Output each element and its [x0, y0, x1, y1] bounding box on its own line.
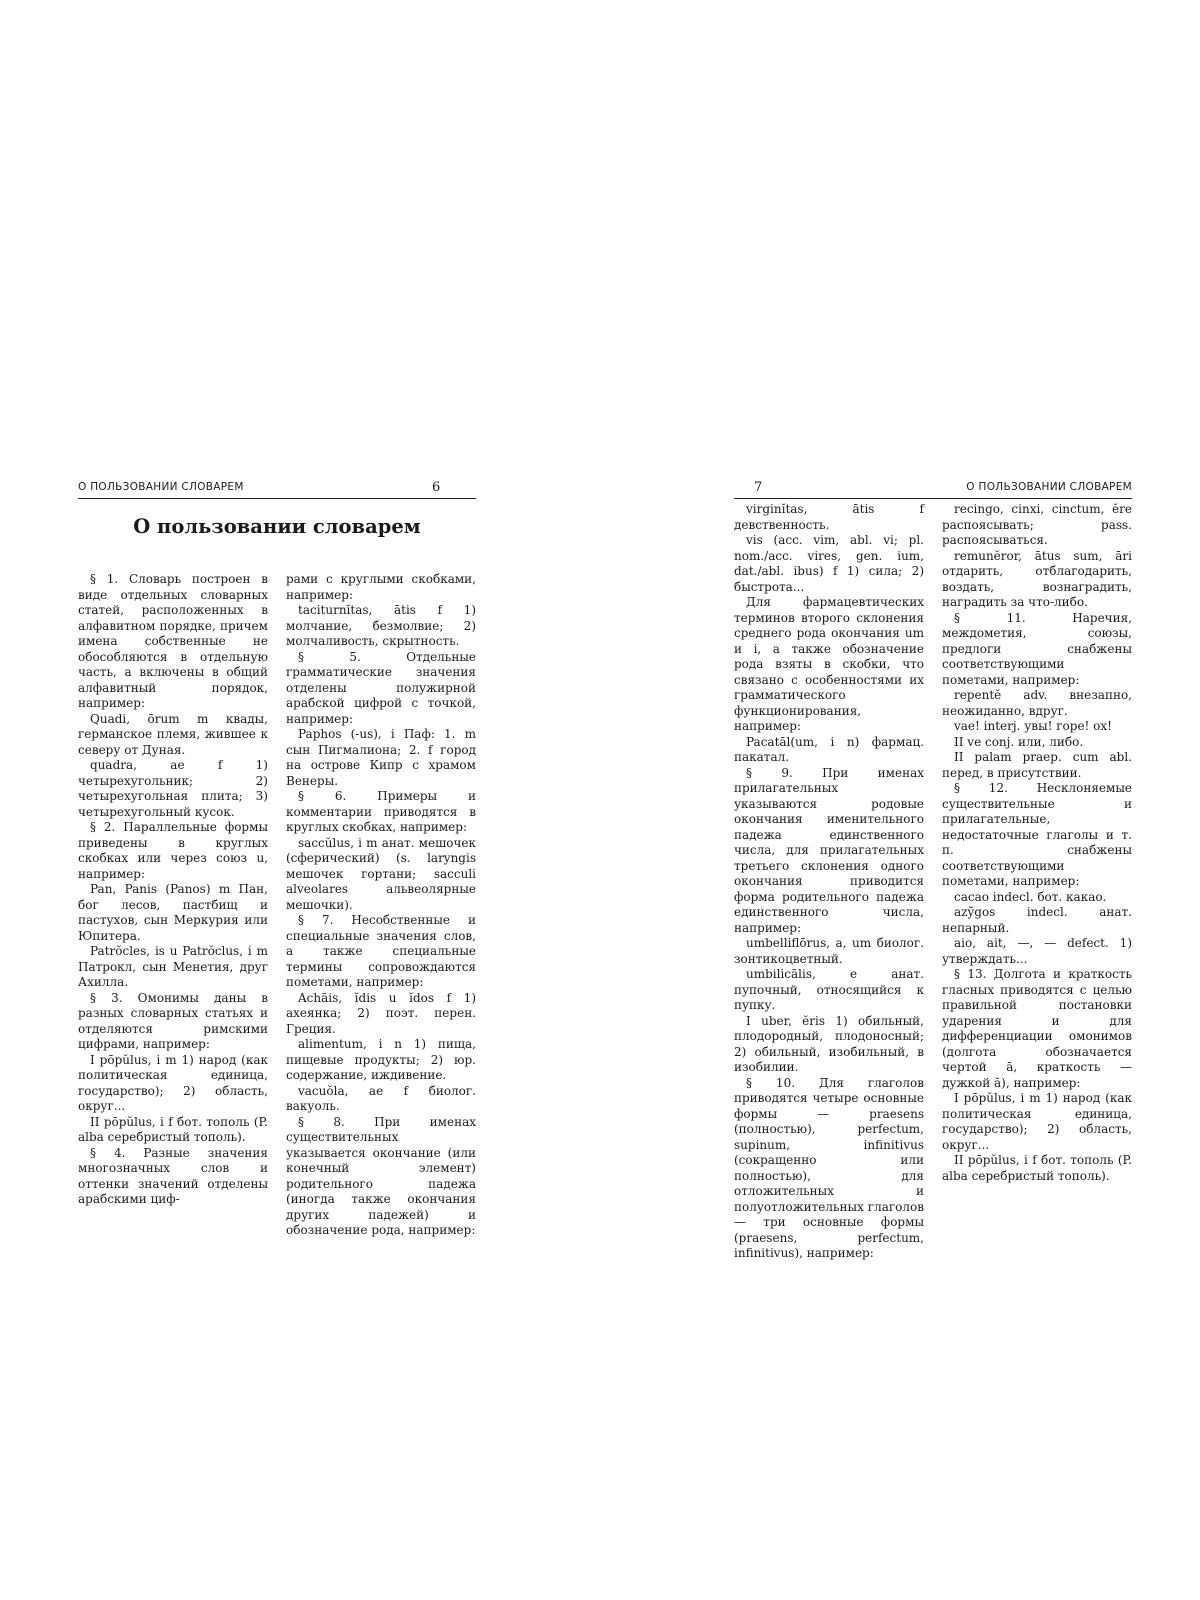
dictionary-entry: II pōpŭlus, i f бот. тополь (P. alba серебристый тополь). — [942, 1153, 1132, 1183]
paragraph-continuation: рами с круглыми скобками, например: — [286, 572, 476, 602]
paragraph: § 6. Примеры и комментарии приводятся в круглых скобках, например: — [286, 789, 476, 834]
paragraph: § 1. Словарь построен в виде отдельных словарных статей, расположенных в алфавитном порядке, причем имена собственные не обособляются в отдельную часть, а включены в общий алфавитный порядок, например: — [78, 572, 268, 710]
dictionary-entry: taciturnĭtas, ātis f 1) молчание, безмолвие; 2) молчаливость, скрытность. — [286, 603, 476, 648]
page-title: О пользовании словарем — [133, 515, 421, 538]
right-running-header — [734, 480, 1132, 499]
dictionary-entry: Paphos (-us), i Паф: 1. m сын Пигмалиона; 2. f город на острове Кипр с храмом Венеры. — [286, 727, 476, 788]
right-page — [734, 480, 1132, 1262]
dictionary-entry: azy̆gos indecl. анат. непарный. — [942, 905, 1132, 935]
dictionary-entry: vae! interj. увы! горе! ох! — [954, 719, 1112, 733]
dictionary-entry: alimentum, i n 1) пища, пищевые продукты; 2) юр. содержание, иждивение. — [286, 1037, 476, 1082]
dictionary-entry: II ve conj. или, либо. — [954, 734, 1084, 749]
right-column-1 — [734, 502, 924, 1262]
right-running-title: О ПОЛЬЗОВАНИИ СЛОВАРЕМ — [966, 481, 1132, 493]
left-page — [78, 480, 476, 1239]
paragraph: § 7. Несобственные и специальные значения слов, а также специальные термины сопровождаются пометами, например: — [286, 913, 476, 989]
dictionary-entry: virginĭtas, ātis f девственность. — [734, 502, 924, 532]
right-page-number: 7 — [754, 480, 763, 495]
dictionary-entry: vis (acc. vim, abl. vi; pl. nom./acc. vires, gen. ium, dat./abl. ibus) f 1) сила; 2) быстрота... — [734, 533, 924, 594]
dictionary-entry: Pan, Panis (Panos) m Пан, бог лесов, пастбищ и пастухов, сын Меркурия или Юпитера. — [78, 882, 268, 943]
dictionary-entry: Pacatāl(um, i n) фармац. пакатал. — [734, 734, 924, 764]
paragraph: § 10. Для глаголов приводятся четыре основные формы — praesens (полностью), perfectum, supinum, infinitivus (сокращенно или полностью), для отложительных и полуотложительных глаголов — три основные формы (praesens, perfectum, infinitivus), например: — [734, 1075, 924, 1260]
paragraph: § 4. Разные значения многозначных слов и оттенки значений отделены арабскими циф- — [78, 1145, 268, 1206]
paragraph: § 3. Омонимы даны в разных словарных статьях и отделяются римскими цифрами, например: — [78, 990, 268, 1051]
left-running-header — [78, 480, 476, 499]
dictionary-entry: saccŭlus, i m анат. мешочек (сферический) (s. laryngis мешочек гортани; sacculi alveolares альвеолярные мешочки). — [286, 835, 476, 912]
dictionary-entry: II palam praep. cum abl. перед, в присутствии. — [942, 750, 1132, 780]
paragraph: § 11. Наречия, междометия, союзы, предлоги снабжены соответствующими пометами, например: — [942, 610, 1132, 687]
left-page-number: 6 — [432, 480, 441, 495]
dictionary-entry: repentĕ adv. внезапно, неожиданно, вдруг. — [942, 688, 1132, 718]
paragraph: § 2. Параллельные формы приведены в круглых скобках или через союз u, например: — [78, 820, 268, 881]
paragraph: § 13. Долгота и краткость гласных приводятся с целью правильной постановки ударения и для дифференциации омонимов (долгота обозначается чертой ā, краткость — дужкой ă), например: — [942, 967, 1132, 1090]
dictionary-entry: vacuŏla, ae f биолог. вакуоль. — [286, 1083, 476, 1113]
dictionary-entry: aio, ait, —, — defect. 1) утверждать... — [942, 936, 1132, 966]
dictionary-entry: quadra, ae f 1) четырехугольник; 2) четырехугольная плита; 3) четырехугольный кусок. — [78, 758, 268, 819]
dictionary-entry: umbelliflōrus, a, um биолог. зонтикоцветный. — [734, 936, 924, 966]
paragraph: § 9. При именах прилагательных указываются родовые окончания именительного падежа единственного числа, для прилагательных третьего склонения одного окончания приводится форма родительного падежа единственного числа, например: — [734, 765, 924, 935]
dictionary-entry: cacao indecl. бот. какао. — [954, 889, 1107, 904]
paragraph: § 5. Отдельные грамматические значения отделены полужирной арабской цифрой с точкой, например: — [286, 649, 476, 726]
dictionary-entry: remunĕror, ātus sum, āri отдарить, отблагодарить, воздать, вознаградить, наградить за что-либо. — [942, 548, 1132, 609]
dictionary-entry: recingo, cinxi, cinctum, ĕre распоясывать; pass. распоясываться. — [942, 502, 1132, 547]
dictionary-entry: Quadi, ōrum m квады, германское племя, жившее к северу от Дуная. — [78, 711, 268, 757]
paragraph: § 12. Несклоняемые существительные и прилагательные, недостаточные глаголы и т. п. снабжены соответствующими пометами, например: — [942, 781, 1132, 888]
paragraph: § 8. При именах существительных указывается окончание (или конечный элемент) родительного падежа (иногда также окончания других падежей) и обозначение рода, например: — [286, 1114, 476, 1237]
dictionary-entry: Patrŏcles, is u Patrŏclus, i m Патрокл, сын Менетия, друг Ахилла. — [78, 944, 268, 989]
dictionary-entry: Achāis, ĭdis u ĭdos f 1) ахеянка; 2) поэт. перен. Греция. — [286, 990, 476, 1036]
paragraph: Для фармацевтических терминов второго склонения среднего рода окончания um и i, а также обозначение рода взяты в скобки, что связано с особенностями их грамматического функционирования, например: — [734, 595, 924, 733]
left-column-1 — [78, 572, 268, 1239]
dictionary-entry: II pōpŭlus, i f бот. тополь (P. alba серебристый тополь). — [78, 1114, 268, 1144]
dictionary-entry: I pōpŭlus, i m 1) народ (как политическая единица, государство); 2) область, округ... — [78, 1052, 268, 1113]
dictionary-entry: I uber, ĕris 1) обильный, плодородный, плодоносный; 2) обильный, изобильный, в изобилии. — [734, 1013, 924, 1074]
dictionary-entry: I pōpŭlus, i m 1) народ (как политическая единица, государство); 2) область, округ... — [942, 1091, 1132, 1152]
left-running-title: О ПОЛЬЗОВАНИИ СЛОВАРЕМ — [78, 481, 244, 493]
right-column-2 — [942, 502, 1132, 1262]
dictionary-entry: umbilicālis, e анат. пупочный, относящийся к пупку. — [734, 967, 924, 1012]
left-column-2 — [286, 572, 476, 1239]
